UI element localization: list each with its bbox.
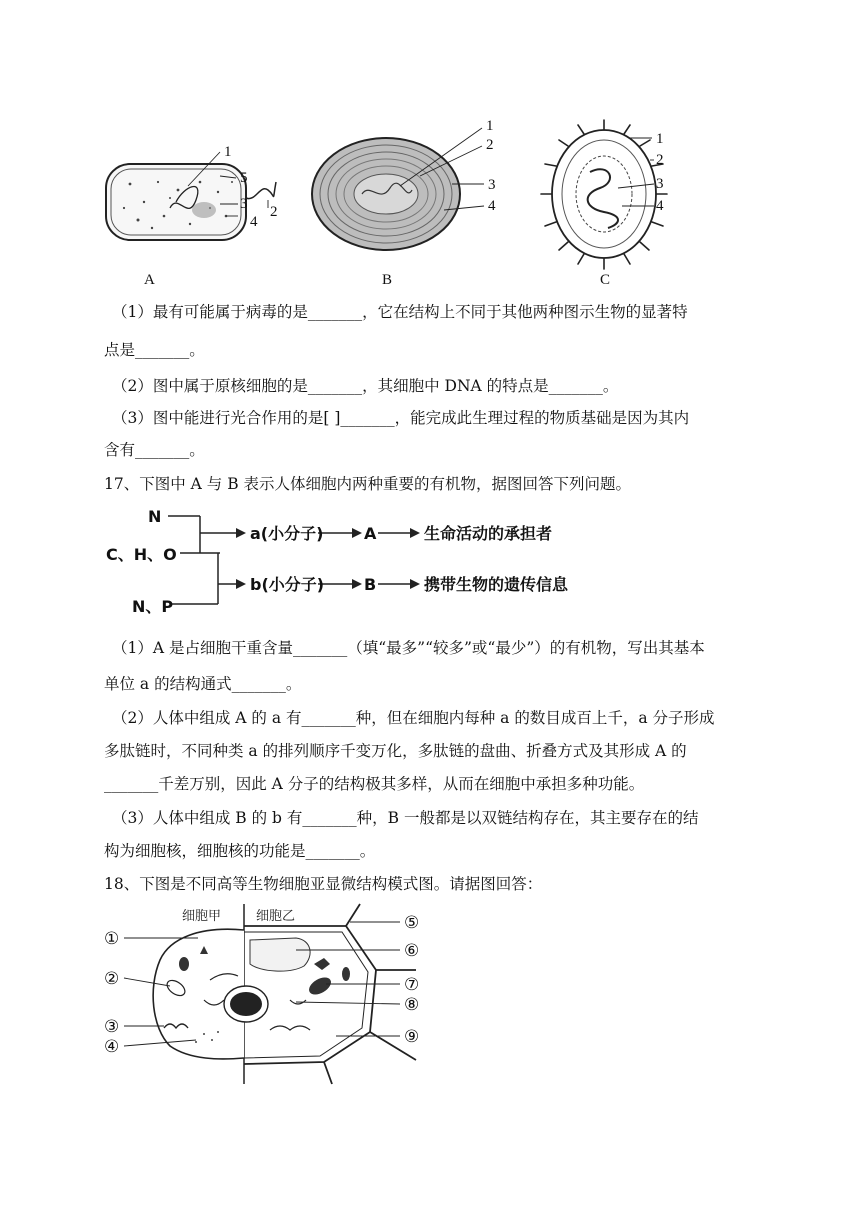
fig16-diagram (100, 112, 700, 292)
q17-flow-b-role: 携带生物的遗传信息 (424, 575, 569, 594)
q17-line-6: （3）人体中组成 B 的 b 有_______种，B 一般都是以双链结构存在，其主要存在的结 (112, 809, 699, 827)
fig16-a-num-3: 3 (240, 196, 248, 212)
fig16-b-num-4: 4 (488, 198, 496, 214)
q17-flow-a-big: A (364, 524, 377, 543)
fig16-c-num-2: 2 (656, 152, 664, 168)
q18-num-1: ① (104, 929, 120, 949)
q18-num-3: ③ (104, 1017, 120, 1037)
q18-num-9: ⑨ (404, 1027, 420, 1047)
q18-num-6: ⑥ (404, 941, 420, 961)
fig16-label-a: A (144, 272, 155, 288)
fig16-label-b: B (382, 272, 393, 288)
q17-flow-diagram (100, 500, 620, 620)
q18-title: 18、下图是不同高等生物细胞亚显微结构模式图。请据图回答： (104, 875, 543, 893)
q18-cell-b-label: 细胞乙 (256, 909, 296, 924)
q17-flow-b-big: B (364, 575, 377, 594)
fig16-b-num-1: 1 (486, 118, 494, 134)
q17-line-5: _______千差万别，因此 A 分子的结构极其多样，从而在细胞中承担多种功能。 (104, 775, 645, 793)
q17-flow-b-small: b(小分子) (250, 575, 325, 594)
fig16-c-num-1: 1 (656, 131, 664, 147)
q18-num-5: ⑤ (404, 913, 420, 933)
q17-flow-np: N、P (132, 597, 174, 616)
fig16-a-num-2: 2 (270, 204, 278, 220)
q17-line-7: 构为细胞核，细胞核的功能是_______。 (104, 842, 376, 860)
fig16-b-num-3: 3 (488, 177, 496, 193)
q17-flow-cho: C、H、O (106, 545, 177, 564)
q18-num-2: ② (104, 969, 120, 989)
fig16-virus (541, 120, 667, 288)
q18-num-8: ⑧ (404, 995, 420, 1015)
q17-flow-a-role: 生命活动的承担者 (424, 524, 553, 543)
fig16-b-num-2: 2 (486, 137, 494, 153)
q18-cell-a-label: 细胞甲 (182, 909, 222, 924)
q17-line-4: 多肽链时，不同种类 a 的排列顺序千变万化，多肽链的盘曲、折叠方式及其形成 A 的 (104, 742, 687, 760)
q17-flow-n: N (148, 507, 162, 526)
q16-line-4: （3）图中能进行光合作用的是[ ]_______，能完成此生理过程的物质基础是因为其内 (112, 409, 690, 427)
fig16-a-num-1: 1 (224, 144, 232, 160)
q18-num-7: ⑦ (404, 975, 420, 995)
fig16-bacterium (106, 144, 278, 288)
q17-line-1: （1）A 是占细胞干重含量_______（填“最多”“较多”或“最少”）的有机物，写出其基本 (112, 639, 705, 657)
q17-line-2: 单位 a 的结构通式_______。 (104, 675, 302, 693)
q17-line-3: （2）人体中组成 A 的 a 有_______种，但在细胞内每种 a 的数目成百上千，a 分子形成 (112, 709, 715, 727)
fig16-layered-cell (312, 118, 496, 288)
fig16-label-c: C (600, 272, 611, 288)
q16-line-2: 点是_______。 (104, 341, 205, 359)
fig16-a-num-4: 4 (250, 214, 258, 230)
q18-num-4: ④ (104, 1037, 120, 1057)
q17-flow-a-small: a(小分子) (250, 524, 324, 543)
fig16-c-num-4: 4 (656, 198, 664, 214)
fig16-c-num-3: 3 (656, 176, 664, 192)
q17-title: 17、下图中 A 与 B 表示人体细胞内两种重要的有机物，据图回答下列问题。 (104, 475, 632, 493)
fig16-a-num-5: 5 (240, 170, 248, 186)
q18-cell-diagram (100, 900, 430, 1090)
q16-line-3: （2）图中属于原核细胞的是_______，其细胞中 DNA 的特点是_______。 (112, 377, 619, 395)
q16-line-5: 含有_______。 (104, 441, 205, 459)
q16-line-1: （1）最有可能属于病毒的是_______，它在结构上不同于其他两种图示生物的显著特 (112, 303, 688, 321)
